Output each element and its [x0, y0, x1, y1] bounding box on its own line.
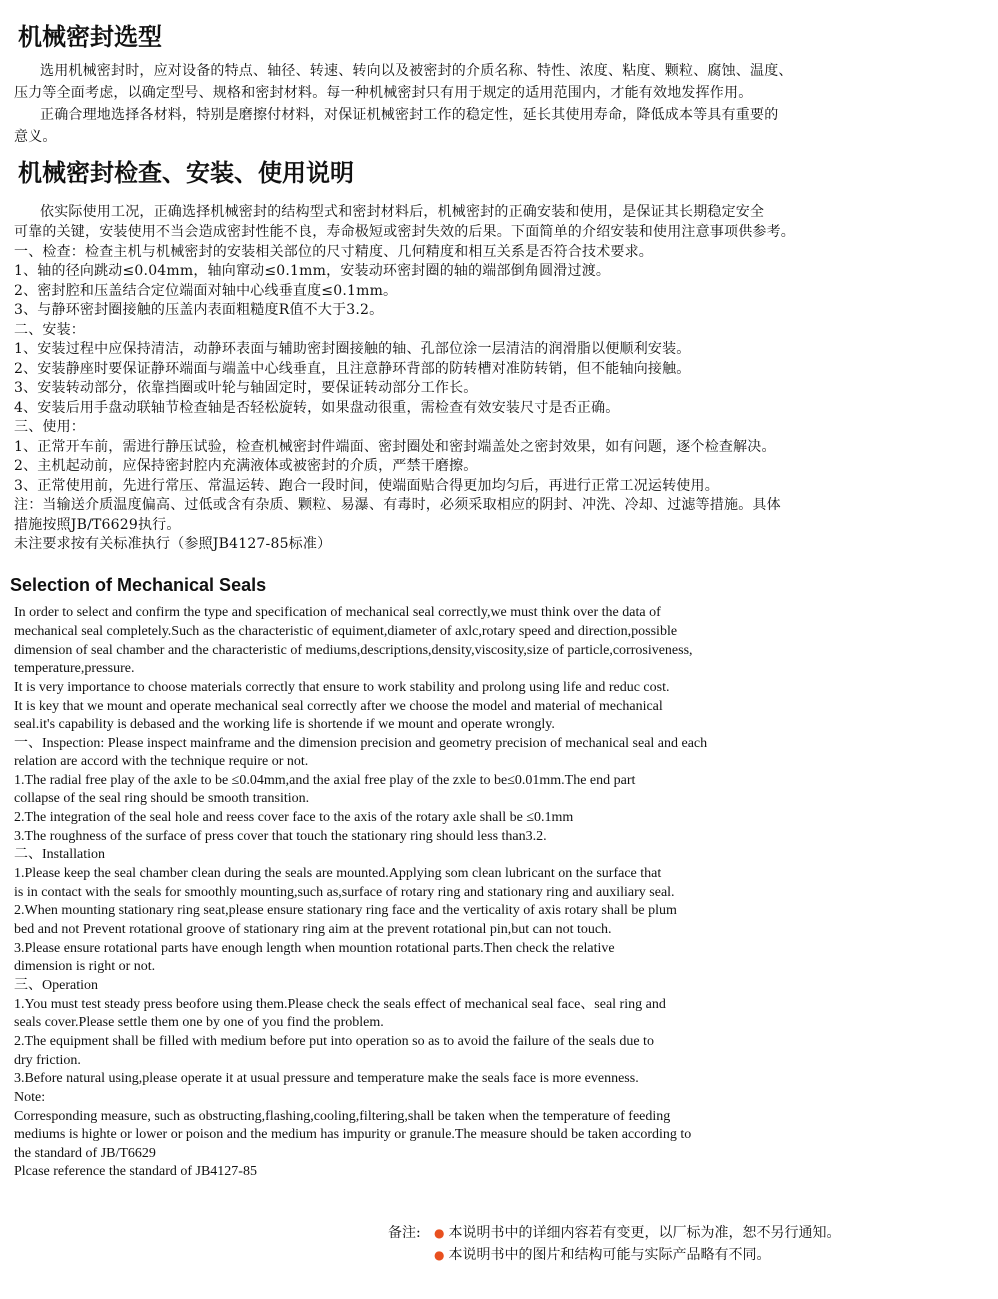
en-line: relation are accord with the technique require or not.: [14, 754, 309, 769]
en-line: 1.The radial free play of the axle to be ≤0.04mm,and the axial free play of the zxle to be≤0.01mm.The end part: [14, 773, 636, 788]
cn-section2-line: 可靠的关键，安装使用不当会造成密封性能不良，寿命极短或密封失效的后果。下面简单的介绍安装和使用注意事项供参考。: [14, 224, 795, 240]
cn-section2-line: 未注要求按有关标准执行（参照JB4127-85标准）: [14, 536, 332, 552]
note-text: 本说明书中的详细内容若有变更，以厂标为准，恕不另行通知。: [448, 1225, 841, 1241]
en-line: seal.it's capability is debased and the working life is shortende if we mount and operate wrongly.: [14, 717, 555, 732]
notes-block: [388, 1222, 840, 1266]
en-line: 三、Operation: [14, 978, 98, 993]
en-line: is in contact with the seals for smoothly mounting,such as,surface of rotary ring and stationary ring and auxiliary seal.: [14, 885, 675, 900]
en-line: 2.When mounting stationary ring seat,please ensure stationary ring face and the verticality of axis rotary shall be plum: [14, 903, 677, 918]
en-line: dimension is right or not.: [14, 959, 156, 974]
cn-section2-line: 3、与静环密封圈接触的压盖内表面粗糙度R值不大于3.2。: [14, 302, 384, 318]
cn-section1-line: 压力等全面考虑，以确定型号、规格和密封材料。每一种机械密封只有用于规定的适用范围内，才能有效地发挥作用。: [14, 85, 753, 101]
en-line: bed and not Prevent rotational groove of stationary ring aim at the prevent rotational pin,but can not touch.: [14, 922, 612, 937]
cn-section2-title: 机械密封检查、安装、使用说明: [18, 158, 354, 187]
cn-section2-line: 1、安装过程中应保持清洁，动静环表面与辅助密封圈接触的轴、孔部位涂一层清洁的润滑脂以便顺利安装。: [14, 341, 691, 357]
cn-section2-line: 3、正常使用前，先进行常压、常温运转、跑合一段时间，使端面贴合得更加均匀后，再进行正常工况运转使用。: [14, 478, 719, 494]
en-line: Corresponding measure, such as obstructing,flashing,cooling,filtering,shall be taken when the temperature of feeding: [14, 1109, 671, 1124]
cn-section2-line: 1、正常开车前，需进行静压试验，检查机械密封件端面、密封圈处和密封端盖处之密封效果，如有问题，逐个检查解决。: [14, 439, 776, 455]
cn-section2-line: 依实际使用工况，正确选择机械密封的结构型式和密封材料后，机械密封的正确安装和使用，是保证其长期稳定安全: [40, 204, 765, 220]
cn-section1-line: 选用机械密封时，应对设备的特点、轴径、转速、转向以及被密封的介质名称、特性、浓度、粘度、颗粒、腐蚀、温度、: [40, 63, 793, 79]
en-line: 二、Installation: [14, 847, 105, 862]
en-line: 1.Please keep the seal chamber clean during the seals are mounted.Applying som clean lubricant on the surface that: [14, 866, 662, 881]
en-line: 1.You must test steady press beofore using them.Please check the seals effect of mechanical seal face、seal ring and: [14, 997, 666, 1012]
cn-section2-line: 2、安装静座时要保证静环端面与端盖中心线垂直，且注意静环背部的防转槽对准防转销，但不能轴向接触。: [14, 361, 691, 377]
en-line: seals cover.Please settle them one by one of you find the problem.: [14, 1015, 384, 1030]
notes-label: 备注:: [388, 1225, 421, 1241]
en-line: In order to select and confirm the type and specification of mechanical seal correctly,we must think over the data of: [14, 605, 661, 620]
en-line: Plcase reference the standard of JB4127-85: [14, 1164, 257, 1179]
cn-section2-line: 措施按照JB/T6629执行。: [14, 517, 181, 533]
en-line: 一、Inspection: Please inspect mainframe and the dimension precision and geometry precision of mechanical seal and each: [14, 736, 708, 751]
en-line: temperature,pressure.: [14, 661, 135, 676]
en-line: the standard of JB/T6629: [14, 1146, 156, 1161]
en-line: 2.The equipment shall be filled with medium before put into operation so as to avoid the failure of the seals due to: [14, 1034, 654, 1049]
en-line: collapse of the seal ring should be smooth transition.: [14, 791, 310, 806]
cn-section1-line: 意义。: [14, 129, 57, 145]
cn-section2-line: 4、安装后用手盘动联轴节检查轴是否轻松旋转，如果盘动很重，需检查有效安装尺寸是否正确。: [14, 400, 620, 416]
en-line: Note:: [14, 1090, 46, 1105]
cn-section2-line: 三、使用：: [14, 419, 85, 435]
bullet-dot-icon: ●: [434, 1248, 445, 1262]
en-line: 2.The integration of the seal hole and reess cover face to the axis of the rotary axle shall be ≤0.1mm: [14, 810, 574, 825]
note-row: [388, 1244, 840, 1266]
en-line: It is very importance to choose materials correctly that ensure to work stability and prolong using life and reduc cost.: [14, 680, 670, 695]
cn-section2-line: 二、安装：: [14, 322, 85, 338]
en-line: dimension of seal chamber and the characteristic of mediums,descriptions,density,viscosity,size of particle,corrosiveness,: [14, 643, 693, 658]
en-section-title: Selection of Mechanical Seals: [10, 575, 267, 595]
cn-section2-line: 一、检查：检查主机与机械密封的安装相关部位的尺寸精度、几何精度和相互关系是否符合技术要求。: [14, 244, 653, 260]
cn-section1-title: 机械密封选型: [18, 22, 162, 51]
bullet-dot-icon: ●: [434, 1226, 445, 1240]
cn-section2-line: 注：当输送介质温度偏高、过低或含有杂质、颗粒、易瀑、有毒时，必须采取相应的阴封、冲洗、冷却、过滤等措施。具体: [14, 497, 781, 513]
en-line: mediums is highte or lower or poison and the medium has impurity or granule.The measure should be taken according to: [14, 1127, 692, 1142]
en-line: It is key that we mount and operate mechanical seal correctly after we choose the model and material of mechanical: [14, 699, 663, 714]
en-line: mechanical seal completely.Such as the characteristic of equiment,diameter of axlc,rotary speed and direction,possible: [14, 624, 678, 639]
en-line: 3.The roughness of the surface of press cover that touch the stationary ring should less than3.2.: [14, 829, 547, 844]
cn-section2-line: 2、主机起动前，应保持密封腔内充满液体或被密封的介质，严禁干磨擦。: [14, 458, 478, 474]
cn-section2-line: 3、安装转动部分，依靠挡圈或叶轮与轴固定时，要保证转动部分工作长。: [14, 380, 478, 396]
note-text: 本说明书中的图片和结构可能与实际产品略有不同。: [448, 1247, 771, 1263]
cn-section1-line: 正确合理地选择各材料，特别是磨擦付材料，对保证机械密封工作的稳定性，延长其使用寿命，降低成本等具有重要的: [40, 107, 779, 123]
en-line: 3.Please ensure rotational parts have enough length when mountion rotational parts.Then check the relative: [14, 941, 615, 956]
cn-section2-line: 2、密封腔和压盖结合定位端面对轴中心线垂直度≤0.1mm。: [14, 283, 398, 299]
cn-section2-line: 1、轴的径向跳动≤0.04mm，轴向窜动≤0.1mm，安装动环密封圈的轴的端部倒角圆滑过渡。: [14, 263, 611, 279]
en-line: 3.Before natural using,please operate it at usual pressure and temperature make the seals face is more evenness.: [14, 1071, 639, 1086]
note-row: [388, 1222, 840, 1244]
en-line: dry friction.: [14, 1053, 81, 1068]
